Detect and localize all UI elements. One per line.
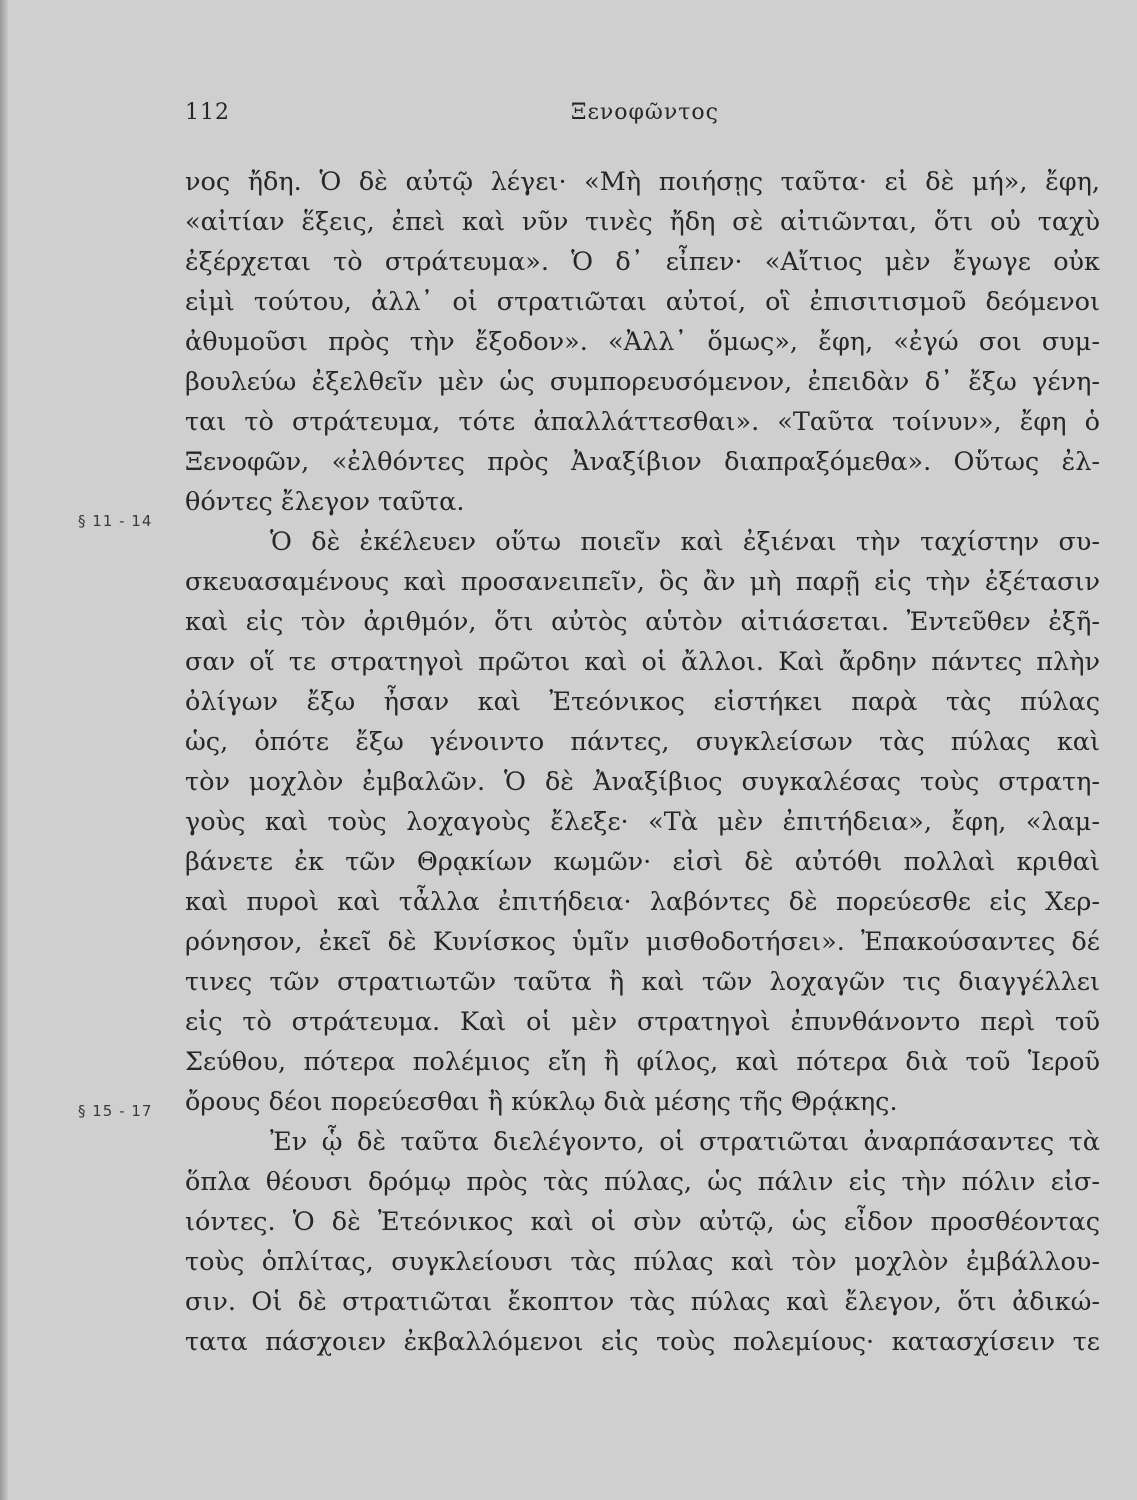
text-line: ἀθυμοῦσι πρὸς τὴν ἔξοδον». «Ἀλλ᾽ ὅμως», ἔφη, «ἐγώ σοι συμ- [185,327,1100,357]
text-line: σαν οἵ τε στρατηγοὶ πρῶτοι καὶ οἱ ἄλλοι. Καὶ ἄρδην πάντες πλὴν [185,647,1100,677]
text-line: βουλεύω ἐξελθεῖν μὲν ὡς συμπορευσόμενον, ἐπειδὰν δ᾽ ἔξω γένη- [185,367,1100,397]
text-line: ται τὸ στράτευμα, τότε ἀπαλλάττεσθαι». «Ταῦτα τοίνυν», ἔφη ὁ [185,407,1100,437]
text-line: εἰμὶ τούτου, ἀλλ᾽ οἱ στρατιῶται αὐτοί, οἳ ἐπισιτισμοῦ δεόμενοι [185,287,1100,317]
text-line: καὶ εἰς τὸν ἀριθμόν, ὅτι αὐτὸς αὑτὸν αἰτιάσεται. Ἐντεῦθεν ἐξῆ- [185,607,1100,637]
text-line: βάνετε ἐκ τῶν Θρᾳκίων κωμῶν· εἰσὶ δὲ αὐτόθι πολλαὶ κριθαὶ [185,847,1100,877]
text-line: σκευασαμένους καὶ προσανειπεῖν, ὃς ἂν μὴ παρῇ εἰς τὴν ἐξέτασιν [185,567,1100,597]
text-line: θόντες ἔλεγον ταῦτα. [185,487,465,517]
text-line: ρόνησον, ἐκεῖ δὲ Κυνίσκος ὑμῖν μισθοδοτήσει». Ἐπακούσαντες δέ [185,927,1100,957]
text-line: τοὺς ὁπλίτας, συγκλείουσι τὰς πύλας καὶ τὸν μοχλὸν ἐμβάλλου- [185,1247,1100,1277]
page-edge [0,0,8,1500]
text-line: νος ἤδη. Ὁ δὲ αὐτῷ λέγει· «Μὴ ποιήσῃς ταῦτα· εἰ δὲ μή», ἔφη, [185,167,1100,197]
text-line: ὡς, ὁπότε ἔξω γένοιντο πάντες, συγκλείσων τὰς πύλας καὶ [185,727,1100,757]
text-line: σιν. Οἱ δὲ στρατιῶται ἔκοπτον τὰς πύλας καὶ ἔλεγον, ὅτι ἀδικώ- [185,1287,1100,1317]
running-title: Ξενοφῶντος [571,100,719,125]
text-line: ἐξέρχεται τὸ στράτευμα». Ὁ δ᾽ εἶπεν· «Αἴτιος μὲν ἔγωγε οὐκ [185,247,1100,277]
paragraph-first-line: Ἐν ᾧ δὲ ταῦτα διελέγοντο, οἱ στρατιῶται ἀναρπάσαντες τὰ [270,1127,1100,1157]
text-line: Ξενοφῶν, «ἐλθόντες πρὸς Ἀναξίβιον διαπραξόμεθα». Οὕτως ἐλ- [185,447,1100,477]
text-line: «αἰτίαν ἕξεις, ἐπεὶ καὶ νῦν τινὲς ἤδη σὲ αἰτιῶνται, ὅτι οὐ ταχὺ [185,207,1100,237]
text-line: εἰς τὸ στράτευμα. Καὶ οἱ μὲν στρατηγοὶ ἐπυνθάνοντο περὶ τοῦ [185,1007,1100,1037]
text-line: τατα πάσχοιεν ἐκβαλλόμενοι εἰς τοὺς πολεμίους· κατασχίσειν τε [185,1327,1100,1357]
paragraph-first-line: Ὁ δὲ ἐκέλευεν οὕτω ποιεῖν καὶ ἐξιέναι τὴν ταχίστην συ- [270,527,1100,557]
text-line: τινες τῶν στρατιωτῶν ταῦτα ἢ καὶ τῶν λοχαγῶν τις διαγγέλλει [185,967,1100,997]
page-number: 112 [185,100,230,125]
text-line: ὅπλα θέουσι δρόμῳ πρὸς τὰς πύλας, ὡς πάλιν εἰς τὴν πόλιν εἰσ- [185,1167,1100,1197]
text-line: ὄρους δέοι πορεύεσθαι ἢ κύκλῳ διὰ μέσης τῆς Θρᾴκης. [185,1087,898,1117]
text-line: ὀλίγων ἔξω ἦσαν καὶ Ἐτεόνικος εἱστήκει παρὰ τὰς πύλας [185,687,1100,717]
text-line: τὸν μοχλὸν ἐμβαλῶν. Ὁ δὲ Ἀναξίβιος συγκαλέσας τοὺς στρατη- [185,767,1100,797]
text-line: Σεύθου, πότερα πολέμιος εἴη ἢ φίλος, καὶ πότερα διὰ τοῦ Ἱεροῦ [185,1047,1100,1077]
text-line: γοὺς καὶ τοὺς λοχαγοὺς ἔλεξε· «Τὰ μὲν ἐπιτήδεια», ἔφη, «λαμ- [185,807,1100,837]
section-reference: § 15 - 17 [78,1102,153,1120]
section-reference: § 11 - 14 [78,512,153,530]
text-line: ιόντες. Ὁ δὲ Ἐτεόνικος καὶ οἱ σὺν αὐτῷ, ὡς εἶδον προσθέοντας [185,1207,1100,1237]
text-line: καὶ πυροὶ καὶ τἆλλα ἐπιτήδεια· λαβόντες δὲ πορεύεσθε εἰς Χερ- [185,887,1100,917]
